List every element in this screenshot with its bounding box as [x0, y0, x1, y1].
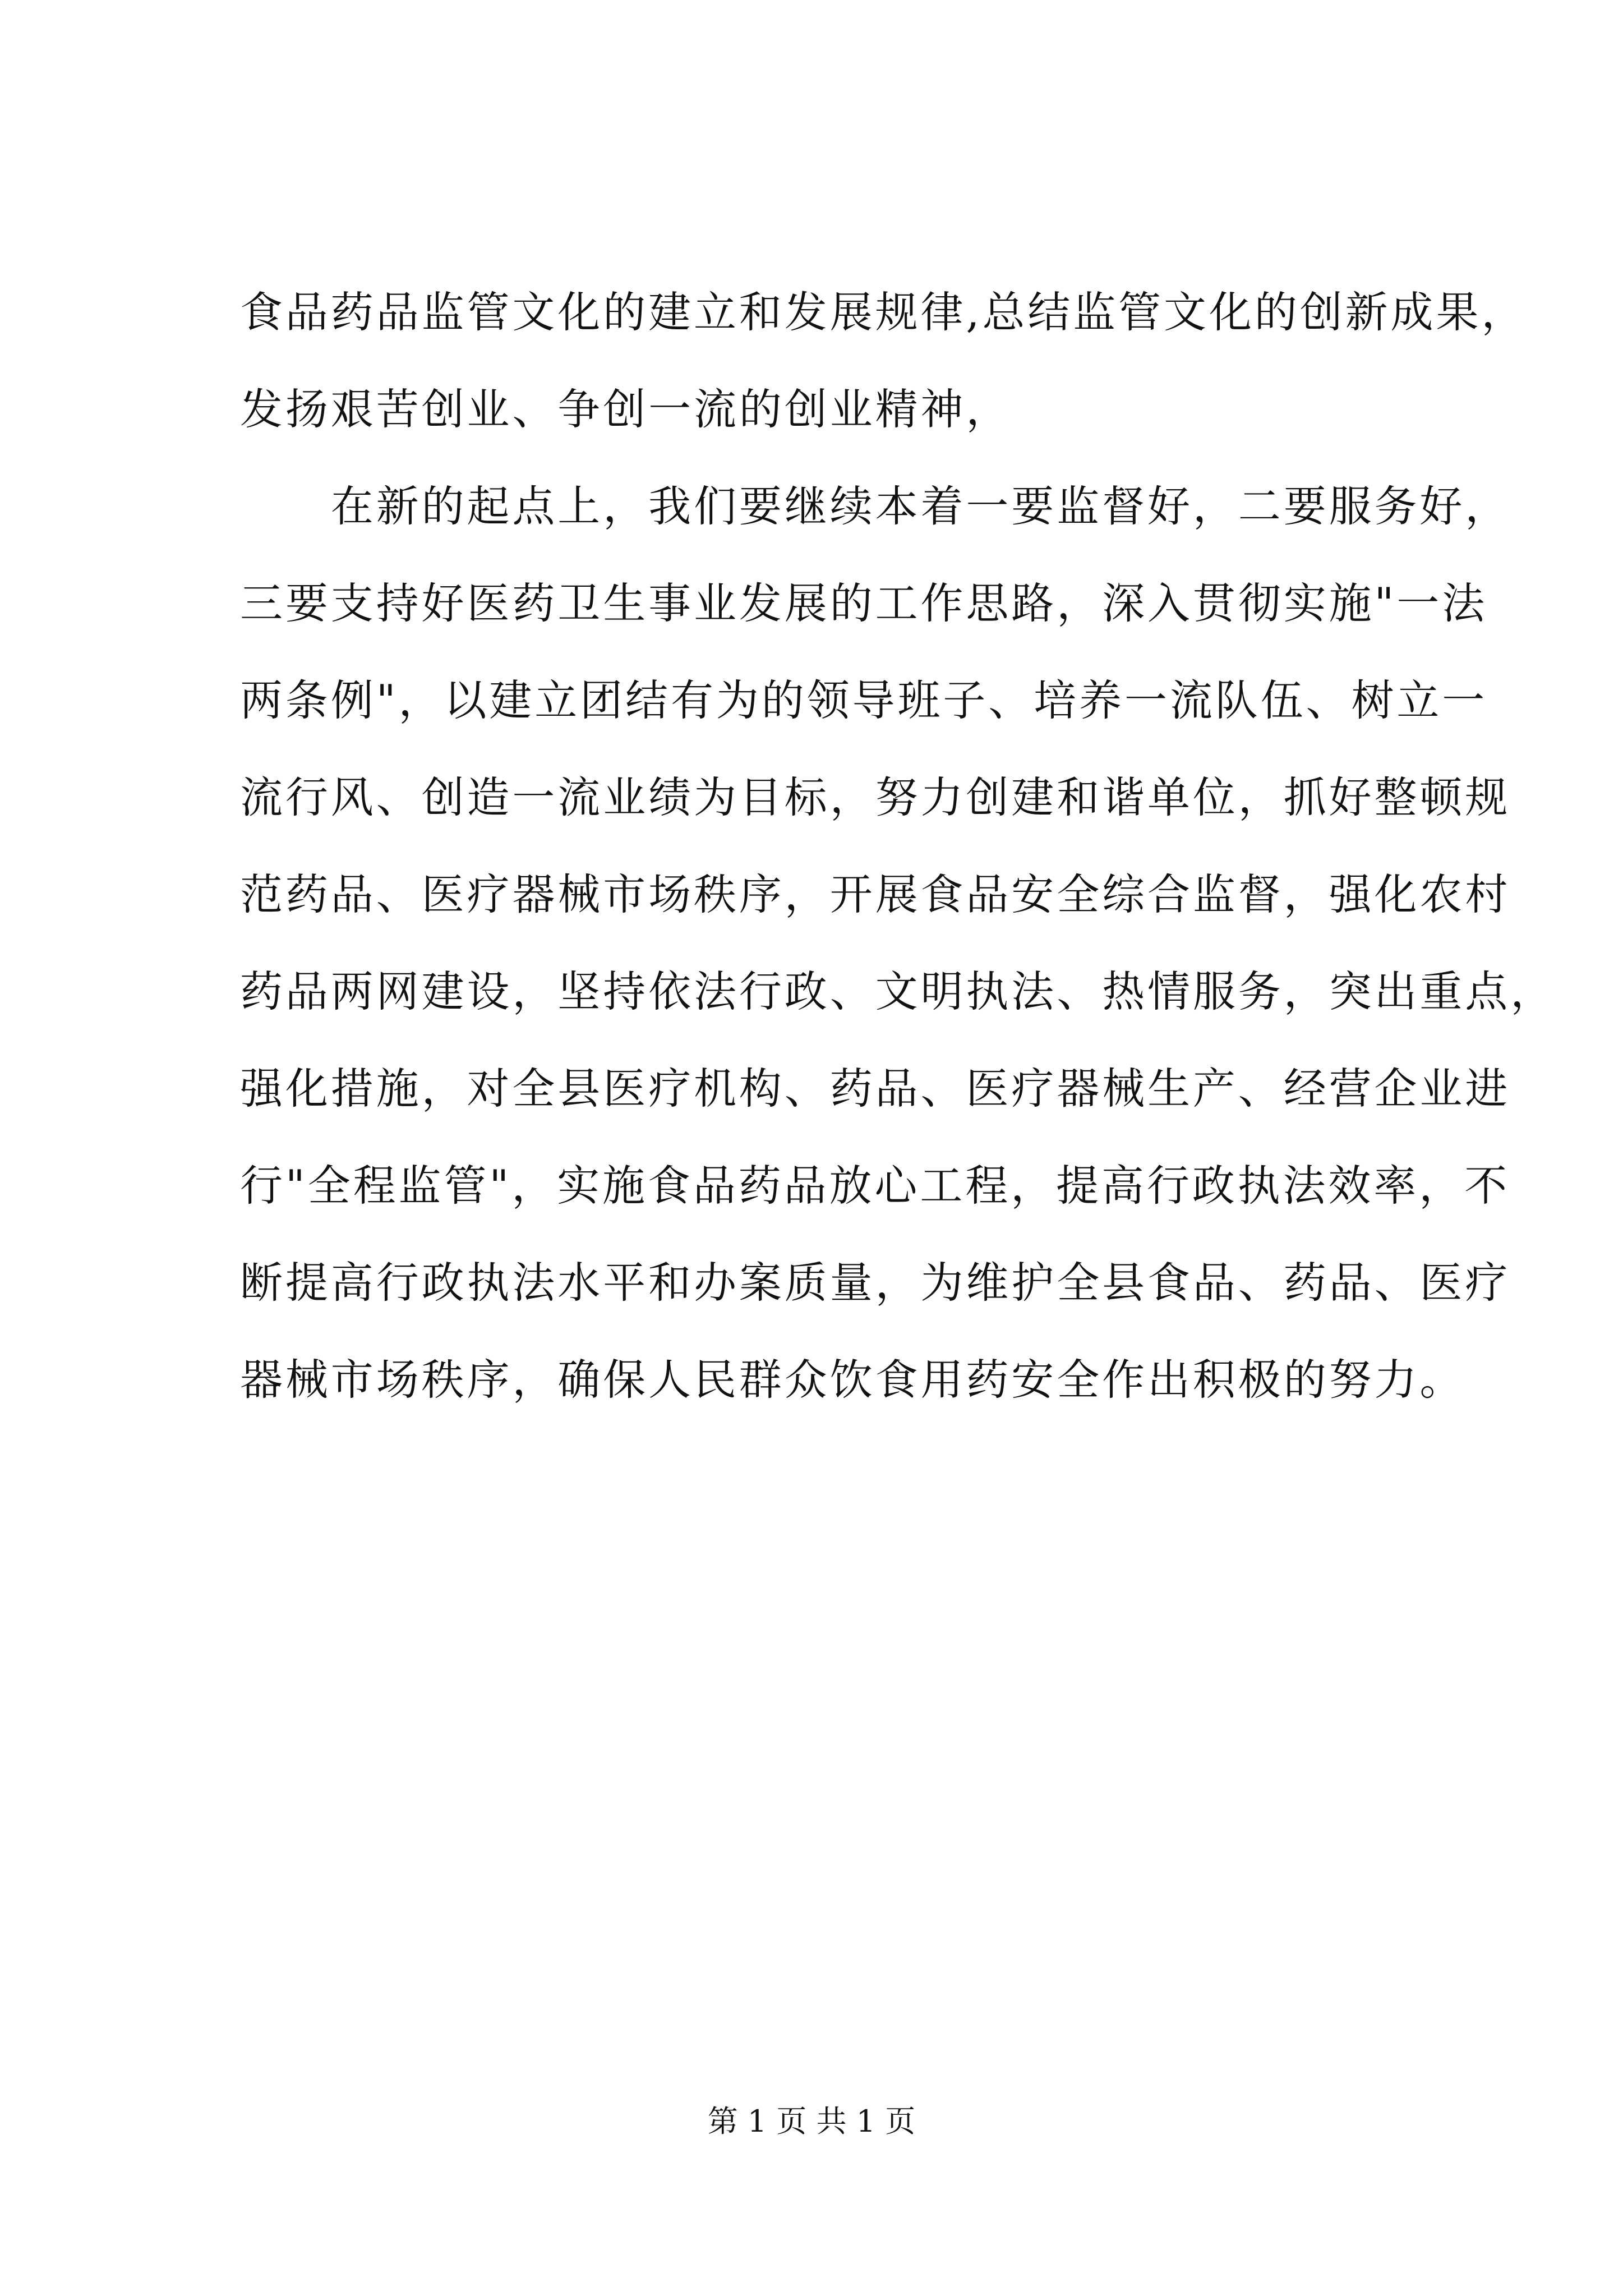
text-line: 在新的起点上，我们要继续本着一要监督好，二要服务好， — [240, 481, 1511, 531]
text-line: 范药品、医疗器械市场秩序，开展食品安全综合监督，强化农村 — [240, 869, 1511, 919]
text-line: 发扬艰苦创业、争创一流的创业精神， — [240, 384, 1012, 434]
text-line: 三要支持好医药卫生事业发展的工作思路，深入贯彻实施"一法 — [240, 578, 1488, 628]
text-line: 强化措施，对全县医疗机构、药品、医疗器械生产、经营企业进 — [240, 1064, 1511, 1114]
text-line: 流行风、创造一流业绩为目标，努力创建和谐单位，抓好整顿规 — [240, 772, 1511, 822]
page-footer: 第 1 页 共 1 页 — [707, 2104, 916, 2139]
body-text — [240, 264, 1556, 1428]
text-line: 断提高行政执法水平和办案质量，为维护全县食品、药品、医疗 — [240, 1258, 1511, 1308]
text-line: 食品药品监管文化的建立和发展规律,总结监管文化的创新成果， — [240, 287, 1527, 337]
text-line: 行"全程监管"，实施食品药品放心工程，提高行政执法效率，不 — [240, 1161, 1510, 1211]
text-line: 器械市场秩序，确保人民群众饮食用药安全作出积极的努力。 — [240, 1355, 1465, 1405]
text-line: 两条例"，以建立团结有为的领导班子、培养一流队伍、树立一 — [240, 675, 1488, 725]
text-line: 药品两网建设，坚持依法行政、文明执法、热情服务，突出重点， — [240, 967, 1556, 1016]
